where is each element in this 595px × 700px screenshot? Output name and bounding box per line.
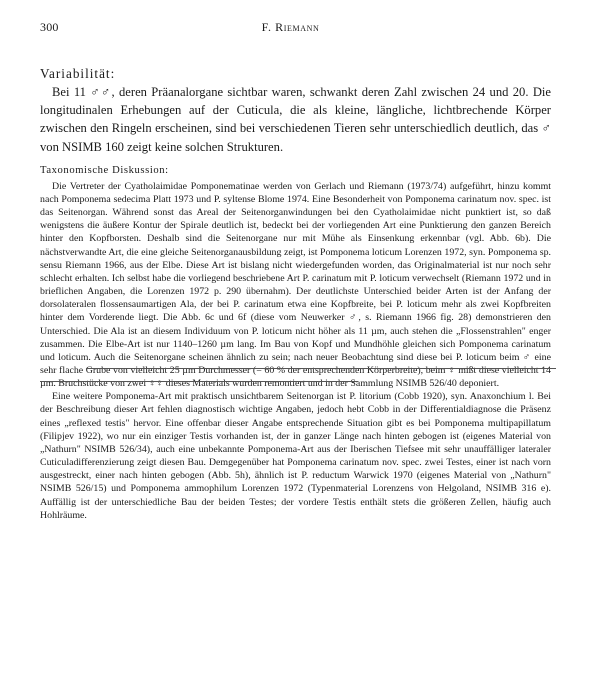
discussion-paragraph-2: Eine weitere Pomponema-Art mit praktisch unsichtbarem Seitenorgan ist P. litorium (Cobb 1920), syn. Anaxonchium l. Bei der Beschreibung dieser Art fehlen diagnostisch wichtige Angaben, jedoch hebt Cobb in der Differentialdiagnose die Präsenz eines „reflexed testis" hervor. Eine offenbar dieser Angabe entsprechende Situation gibt es bei Pomponema multipapillatum (Filipjev 1922), wo nur ein einziger Testis vorhanden ist, der in ganzer Länge nach hinten gebogen ist (eigenes Material von „Nathurn" NSIMB 526/34), auch eine unbekannte Pomponema-Art aus der Iberischen Tiefsee mit sehr unauffälliger lateraler Cuticuladifferenzierung zeigt diesen Bau. Demgegenüber hat Pomponema carinatum nov. spec. zwei Testes, einer ist nach vorn ausgestreckt, einer nach hinten gebogen (Abb. 5h), ähnlich ist P. reductum Warwick 1970 (eigenes Material von „Nathurn" NSIMB 526/15) und Pomponema ammophilum Lorenzen 1972 (Typenmaterial Lorenzens von Helgoland, NSIMB 316 e). Auffällig ist der unterschiedliche Bau der beiden Testes; der vordere Testis enthält stets die größeren Zellen, häufig auch Hohlräume. — [40, 391, 551, 521]
discussion-body — [40, 180, 551, 522]
page-header — [40, 20, 551, 42]
running-head: F. Riemann — [261, 20, 320, 34]
variability-heading: Variabilität: — [40, 66, 116, 81]
variability-paragraph: Bei 11 ♂♂, deren Präanalorgane sichtbar waren, schwankt deren Zahl zwischen 24 und 20. Die longitudinalen Erhebungen auf der Cuticula, die als kleine, längliche, lichtbrechende Körper zwischen den Ringeln erscheinen, sind bei verschiedenen Tieren sehr unterschiedlich deutlich, das ♂ von NSIMB 160 zeigt keine solchen Strukturen. — [40, 85, 551, 154]
discussion-heading: Taxonomische Diskussion: — [40, 164, 169, 176]
pencil-underline-1 — [86, 368, 556, 369]
page-number: 300 — [40, 20, 59, 34]
discussion-paragraph-1: Die Vertreter der Cyatholaimidae Pomponematinae werden von Gerlach und Riemann (1973/74) aufgeführt, hinzu kommt nach Pomponema sedecima Platt 1973 und P. syltense Blome 1974. Eine Besonderheit von Pomponema carinatum nov. spec. ist das Seitenorgan. Während sonst das Areal der Seitenorganwindungen bei den Cyatholaimidae nicht punktiert ist, so daß wenigstens die äußere Kontur der Spirale deutlich ist, bedeckt bei der vorliegenden Art eine Punktierung den ganzen Bereich hinter den Kopfborsten. Deshalb sind die Seitenorgane nur mit Mühe als Einsenkung erkennbar (vgl. Abb. 6b). Die nächstverwandte Art, die eine gleiche Seitenorganausbildung zeigt, ist Pomponema loticum Lorenzen 1972, syn. Pomponema sp. sensu Riemann 1966, aus der Elbe. Diese Art ist bislang nicht wiedergefunden worden, das Originalmaterial ist nur noch sehr schlecht erhalten. Ich selbst habe die vorliegend beschriebene Art P. carinatum mit P. loticum verwechselt (Riemann 1972 und in brieflichen Angaben, die Lorenzen 1972 p. 290 übernahm). Der deutlichste Unterschied beider Arten ist der Anfang der dorsolateralen flossensaumartigen Ala, der bei P. carinatum etwa eine Kopfbreite, bei P. loticum mehr als zwei Kopfbreiten hinter dem Vorderende liegt. Die Abb. 6c und 6f (diese vom Neuwerker ♂, s. Riemann 1966 fig. 28) demonstrieren den Unterschied. Die Ala ist an diesem Individuum von P. loticum nicht höher als 11 µm, auch stehen die „Flossenstrahlen" enger zusammen. Die Elbe-Art ist nur 1140–1260 µm lang. Im Bau von Kopf und Mundhöhle gleichen sich Pomponema carinatum und loticum. Auch die Seitenorgane scheinen ähnlich zu sein; nach neuer Beobachtung sind diese bei P. loticum beim ♂ eine sehr flache Grube von vielleicht 25 µm Durchmesser (= 60 % der entsprechenden Körperbreite), beim ♀ mißt diese vielleicht 14 µm. Bruchstücke von zwei ♀♀ dieses Materials wurden remontiert und in der Sammlung NSIMB 526/40 deponiert. — [40, 180, 551, 390]
pencil-underline-2 — [40, 381, 358, 382]
